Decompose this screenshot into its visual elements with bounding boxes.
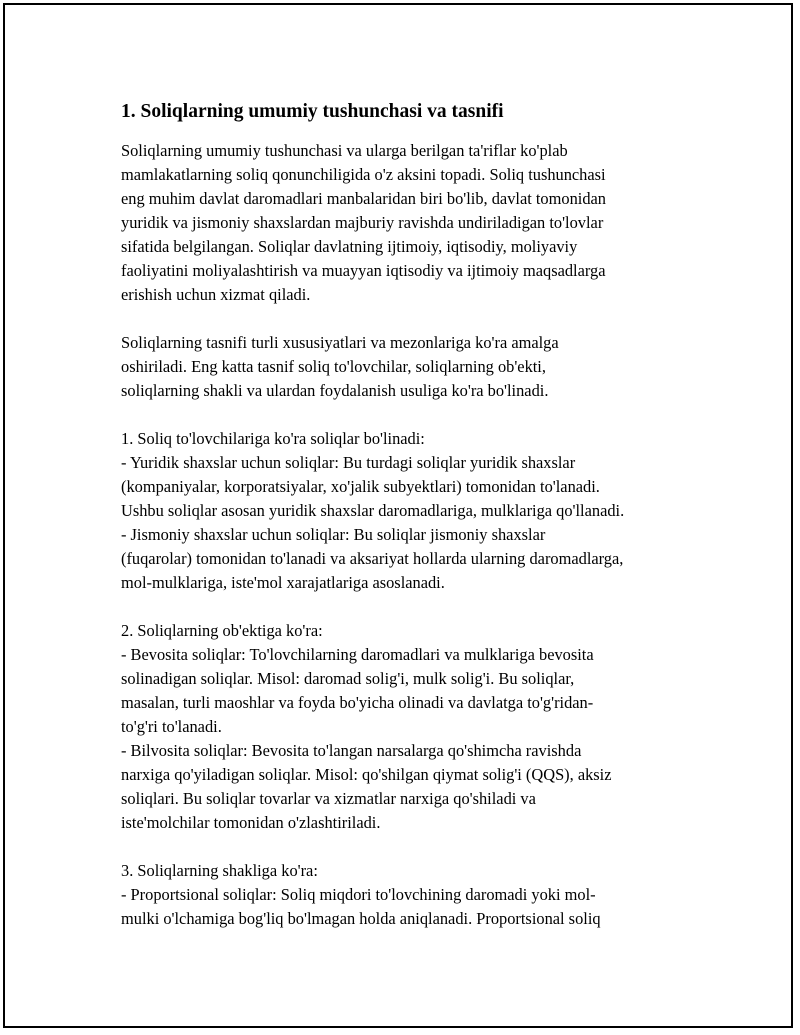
- section-heading: 1. Soliqlarning umumiy tushunchasi va tasnifi: [121, 101, 504, 122]
- text-line: eng muhim davlat daromadlari manbalaridan biri bo'lib, davlat tomonidan: [121, 189, 606, 208]
- text-line: faoliyatini moliyalashtirish va muayyan iqtisodiy va ijtimoiy maqsadlarga: [121, 261, 606, 280]
- text-line: (fuqarolar) tomonidan to'lanadi va aksariyat hollarda ularning daromadlarga,: [121, 549, 624, 568]
- text-line: mamlakatlarning soliq qonunchiligida o'z aksini topadi. Soliq tushunchasi: [121, 165, 606, 184]
- text-line: Ushbu soliqlar asosan yuridik shaxslar daromadlariga, mulklariga qo'llanadi.: [121, 501, 625, 520]
- text-line: Soliqlarning umumiy tushunchasi va ularga berilgan ta'riflar ko'plab: [121, 141, 568, 160]
- text-line: 2. Soliqlarning ob'ektiga ko'ra:: [121, 621, 323, 640]
- document-body: [121, 99, 701, 955]
- text-line: - Bevosita soliqlar: To'lovchilarning daromadlari va mulklariga bevosita: [121, 645, 594, 664]
- text-line: soliqlari. Bu soliqlar tovarlar va xizmatlar narxiga qo'shiladi va: [121, 789, 536, 808]
- text-line: masalan, turli maoshlar va foyda bo'yicha olinadi va davlatga to'g'ridan-: [121, 693, 594, 712]
- paragraph-classification: [121, 331, 701, 403]
- text-line: iste'molchilar tomonidan o'zlashtiriladi.: [121, 813, 381, 832]
- paragraph-by-payers: [121, 427, 701, 595]
- text-line: - Yuridik shaxslar uchun soliqlar: Bu turdagi soliqlar yuridik shaxslar: [121, 453, 576, 472]
- text-line: - Proportsional soliqlar: Soliq miqdori to'lovchining daromadi yoki mol-: [121, 885, 596, 904]
- text-line: 1. Soliq to'lovchilariga ko'ra soliqlar bo'linadi:: [121, 429, 425, 448]
- paragraph-intro: [121, 139, 701, 307]
- paragraph-by-form: [121, 859, 701, 931]
- text-line: mulki o'lchamiga bog'liq bo'lmagan holda aniqlanadi. Proportsional soliq: [121, 909, 601, 928]
- text-line: Soliqlarning tasnifi turli xususiyatlari va mezonlariga ko'ra amalga: [121, 333, 559, 352]
- text-line: sifatida belgilangan. Soliqlar davlatning ijtimoiy, iqtisodiy, moliyaviy: [121, 237, 578, 256]
- text-line: mol-mulklariga, iste'mol xarajatlariga asoslanadi.: [121, 573, 445, 592]
- text-line: (kompaniyalar, korporatsiyalar, xo'jalik subyektlari) tomonidan to'lanadi.: [121, 477, 600, 496]
- text-line: to'g'ri to'lanadi.: [121, 717, 222, 736]
- text-line: oshiriladi. Eng katta tasnif soliq to'lovchilar, soliqlarning ob'ekti,: [121, 357, 546, 376]
- text-line: erishish uchun xizmat qiladi.: [121, 285, 311, 304]
- text-line: soliqlarning shakli va ulardan foydalanish usuliga ko'ra bo'linadi.: [121, 381, 549, 400]
- text-line: yuridik va jismoniy shaxslardan majburiy ravishda undiriladigan to'lovlar: [121, 213, 604, 232]
- text-line: solinadigan soliqlar. Misol: daromad solig'i, mulk solig'i. Bu soliqlar,: [121, 669, 575, 688]
- text-line: - Jismoniy shaxslar uchun soliqlar: Bu soliqlar jismoniy shaxslar: [121, 525, 546, 544]
- paragraph-by-object: [121, 619, 701, 835]
- text-line: 3. Soliqlarning shakliga ko'ra:: [121, 861, 318, 880]
- text-line: narxiga qo'yiladigan soliqlar. Misol: qo'shilgan qiymat solig'i (QQS), aksiz: [121, 765, 612, 784]
- text-line: - Bilvosita soliqlar: Bevosita to'langan narsalarga qo'shimcha ravishda: [121, 741, 582, 760]
- page-frame: [3, 3, 793, 1028]
